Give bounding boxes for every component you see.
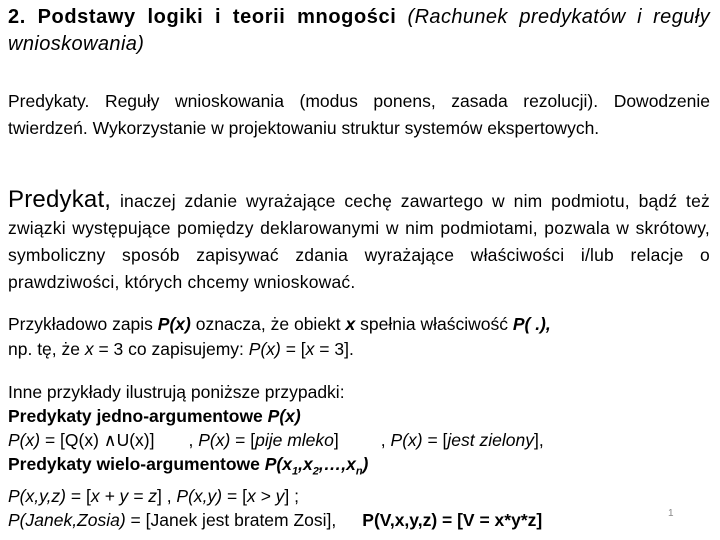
example-variable: x <box>84 339 94 359</box>
formula: P(x,y,z) <box>8 485 67 506</box>
example-formula: P( .), <box>512 314 551 334</box>
formula: x + y = z <box>90 485 157 506</box>
example-line-2 <box>8 337 710 362</box>
formula: P(Janek,Zosia) <box>8 509 126 530</box>
page-number: 1 <box>668 508 674 519</box>
example-formula: P(x) <box>157 314 191 334</box>
intro-paragraph <box>8 88 710 142</box>
intro-text: Predykaty. Reguły wnioskowania (modus ponens, zasada rezolucji). Dowodzenie twierdzeń. Wykorzystanie w projektowaniu struktur systemów ekspertowych. <box>8 91 710 138</box>
formula-text: ] , <box>156 485 177 506</box>
example-variable: x <box>305 339 315 359</box>
examples-intro: Inne przykłady ilustrują poniższe przypadki: <box>8 382 345 402</box>
example-variable: x <box>345 314 356 334</box>
subscript: 2 <box>312 465 319 478</box>
definition-paragraph <box>8 186 710 296</box>
example-line-1 <box>8 312 710 337</box>
unary-heading <box>8 404 710 428</box>
formula-part: ,x <box>298 454 313 474</box>
example-formula: P(x) <box>248 339 281 359</box>
formula-text: , <box>188 430 199 450</box>
formula-text: = [ <box>230 430 256 450</box>
title-italic-open: (Rachunek predykatów i <box>407 6 642 28</box>
heading-formula <box>264 454 369 478</box>
formula-text: , <box>380 430 391 450</box>
formula-text: = [ <box>222 485 247 506</box>
unary-examples <box>8 428 710 452</box>
example-text: oznacza, że obiekt <box>190 314 346 334</box>
multi-arg-examples-1 <box>8 484 710 508</box>
formula-text: = [ <box>422 430 448 450</box>
formula-part: P(x <box>264 454 292 474</box>
multi-arg-heading <box>8 452 710 484</box>
subscript: n <box>355 465 363 478</box>
heading-text: Predykaty jedno-argumentowe <box>8 406 268 426</box>
heading-formula: P(x) <box>267 406 301 426</box>
formula-text: U(x)] <box>116 430 155 450</box>
formula-text: = [Janek jest bratem Zosi], <box>125 509 337 530</box>
example-text: = 3 co zapisujemy: <box>93 339 249 359</box>
formula-text: = [Q(x) <box>40 430 104 450</box>
formula-part: ) <box>362 454 369 474</box>
definition-text: inaczej zdanie wyrażające cechę zawartego w nim podmiotu, bądź też związki występujące pomiędzy deklarowanymi w nim podmiotami, pozwala w skrótowy, symboliczny sposób zapisywać zdania wyrażające właściwości i/lub relacje o prawdziwości, których chcemy wnioskować. <box>8 191 710 292</box>
example-text: np. tę, że <box>8 339 85 359</box>
example-text: = [ <box>280 339 306 359</box>
formula-part: ,…,x <box>318 454 356 474</box>
multi-arg-examples-2 <box>8 508 710 532</box>
subscript: 1 <box>291 465 299 478</box>
example-text: spełnia właściwość <box>355 314 513 334</box>
formula: P(x,y) <box>176 485 223 506</box>
definition-term: Predykat, <box>8 186 112 213</box>
title-italic-rest: reguły wnioskowania) <box>8 6 710 55</box>
formula-text: ] <box>333 430 339 450</box>
formula: jest zielony <box>447 430 534 450</box>
formula-text: ] ; <box>284 485 299 506</box>
formula: P(x) <box>8 430 41 450</box>
examples-section <box>8 380 710 532</box>
example-text: = 3]. <box>314 339 354 359</box>
formula-text: ], <box>533 430 544 450</box>
example-text: Przykładowo zapis <box>8 314 158 334</box>
logical-and-symbol: ∧ <box>103 430 117 450</box>
formula: P(x) <box>198 430 231 450</box>
formula: pije mleko <box>255 430 334 450</box>
formula: x > y <box>246 485 285 506</box>
example-paragraph <box>8 312 710 362</box>
formula: P(x) <box>390 430 423 450</box>
formula-bold: P(V,x,y,z) = [V = x*y*z] <box>362 509 543 530</box>
formula-text: = [ <box>66 485 91 506</box>
slide-title <box>8 4 710 58</box>
heading-text: Predykaty wielo-argumentowe <box>8 454 265 474</box>
title-bold: 2. Podstawy logiki i teorii mnogości <box>8 6 397 28</box>
